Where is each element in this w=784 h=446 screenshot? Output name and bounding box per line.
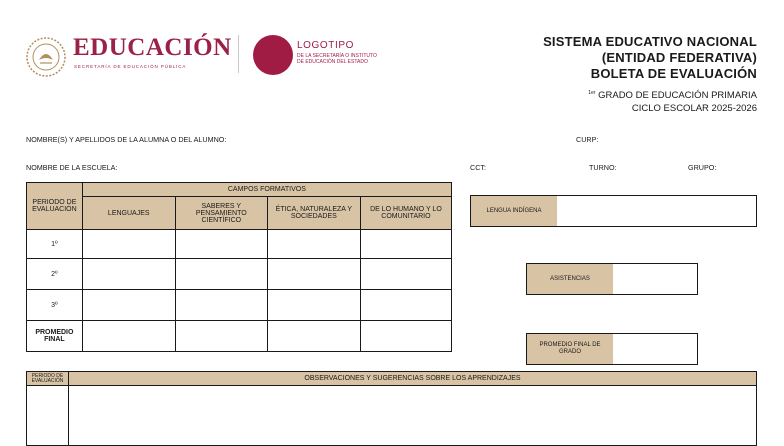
observations-table (26, 371, 757, 446)
promedio-final-value[interactable] (613, 334, 697, 364)
state-logo-caption (297, 53, 407, 65)
lengua-indigena-box (470, 195, 757, 227)
grade-cell[interactable] (82, 259, 175, 290)
turno-label: TURNO: (589, 163, 617, 172)
asistencias-box (526, 263, 698, 295)
col-etica: ÉTICA, NATURALEZA Y SOCIEDADES (267, 197, 360, 230)
period-header: PERIODO DE EVALUACIÓN (27, 183, 83, 230)
grade-cell[interactable] (82, 230, 175, 259)
school-cycle: CICLO ESCOLAR 2025-2026 (631, 103, 757, 115)
grade-cell[interactable] (175, 321, 267, 352)
lengua-indigena-value[interactable] (557, 196, 756, 226)
row-label: 3º (27, 290, 83, 321)
title-line1: SISTEMA EDUCATIVO NACIONAL (543, 34, 757, 49)
grade-cell[interactable] (360, 259, 451, 290)
title-line2: (ENTIDAD FEDERATIVA) (601, 50, 757, 65)
grade-text: GRADO DE EDUCACIÓN PRIMARIA (595, 90, 757, 102)
obs-period-cell (27, 386, 69, 446)
grade-cell[interactable] (360, 321, 451, 352)
asistencias-value[interactable] (613, 264, 697, 294)
grades-table (26, 182, 452, 352)
grupo-label: GRUPO: (688, 163, 717, 172)
obs-period-header: PERIODO DE EVALUACIÓN (27, 372, 69, 386)
grade-cell[interactable] (360, 290, 451, 321)
state-logo-line2: DE EDUCACIÓN DEL ESTADO (297, 59, 368, 65)
col-saberes: SABERES Y PENSAMIENTO CIENTÍFICO (175, 197, 267, 230)
logo-divider (238, 35, 239, 73)
school-name-label: NOMBRE DE LA ESCUELA: (26, 163, 118, 172)
asistencias-label: ASISTENCIAS (527, 264, 613, 294)
grade-cell[interactable] (82, 321, 175, 352)
grade-cell[interactable] (175, 230, 267, 259)
grade-info (588, 87, 757, 115)
grade-cell[interactable] (175, 290, 267, 321)
student-name-label: NOMBRE(S) Y APELLIDOS DE LA ALUMNA O DEL ALUMNO: (26, 135, 227, 144)
grade-cell[interactable] (267, 259, 360, 290)
brand-title: EDUCACIÓN (73, 34, 232, 61)
grade-line (588, 87, 757, 102)
state-logo-circle (253, 35, 293, 75)
row-label: 1º (27, 230, 83, 259)
col-lenguajes: LENGUAJES (82, 197, 175, 230)
grade-cell[interactable] (82, 290, 175, 321)
brand-subtitle: SECRETARÍA DE EDUCACIÓN PÚBLICA (74, 64, 187, 69)
grade-cell[interactable] (267, 290, 360, 321)
grade-superscript: 1er (588, 90, 596, 96)
national-seal-icon (25, 36, 67, 78)
title-line3: BOLETA DE EVALUACIÓN (590, 66, 757, 81)
grade-cell[interactable] (175, 259, 267, 290)
obs-text-cell[interactable] (69, 386, 757, 446)
state-logo-title: LOGOTIPO (297, 40, 355, 51)
state-logo-line1: DE LA SECRETARÍA O INSTITUTO (297, 53, 377, 59)
grade-cell[interactable] (267, 321, 360, 352)
lengua-indigena-label: LENGUA INDÍGENA (471, 196, 557, 226)
col-humano: DE LO HUMANO Y LO COMUNITARIO (360, 197, 451, 230)
row-label: PROMEDIO FINAL (27, 321, 83, 352)
curp-label: CURP: (576, 135, 599, 144)
grade-cell[interactable] (360, 230, 451, 259)
promedio-final-box (526, 333, 698, 365)
cct-label: CCT: (470, 163, 486, 172)
promedio-final-label: PROMEDIO FINAL DE GRADO (527, 334, 613, 364)
document-title (543, 34, 757, 82)
row-label: 2º (27, 259, 83, 290)
obs-title: OBSERVACIONES Y SUGERENCIAS SOBRE LOS APRENDIZAJES (69, 372, 757, 386)
grade-cell[interactable] (267, 230, 360, 259)
campos-header: CAMPOS FORMATIVOS (82, 183, 451, 197)
